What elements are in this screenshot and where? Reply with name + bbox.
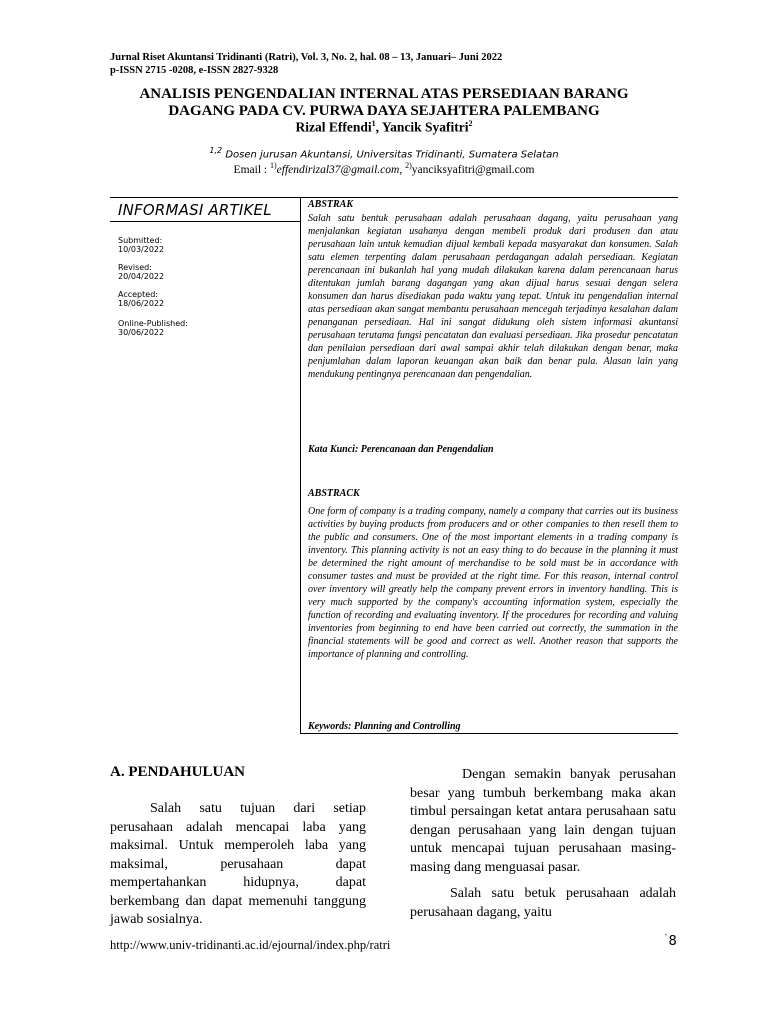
submitted-date: 10/03/2022 xyxy=(118,245,165,254)
page-number xyxy=(664,934,677,949)
author-2: Yancik Syafitri xyxy=(381,119,469,135)
submitted-label: Submitted: xyxy=(118,236,163,245)
published-label: Online-Published: xyxy=(118,319,188,328)
author-line xyxy=(100,119,668,136)
affiliation-sup: 1,2 xyxy=(209,146,223,155)
article-title-line-2: DAGANG PADA CV. PURWA DAYA SEJAHTERA PALEMBANG xyxy=(168,103,600,119)
abstrak-text: Salah satu bentuk perusahaan adalah perusahaan dagang, yaitu perusahaan yang menjalankan kegiatan usahanya dengan membeli produk dari produsen dan atau perusahaan lain untuk kemudian dijual kembali kepada masyarakat dan konsumen. Salah satu elemen terpenting dalam perusahaan perdagangan adalah persediaan. Kegiatan perencanaan ini bukanlah hal yang mudah dilakukan karena dalam perencanaan harus ditentukan jumlah barang dagangan yang akan dijual harus sesuai dengan selera konsumen dan harus disediakan pada waktu yang tepat. Untuk itu pengendalian internal atas persediaan akan sangat membantu perusahaan mencegah terjadinya kesalahan dalam penanganan persediaan. Hal ini sangat didukung oleh sistem informasi akuntansi perusahaan terutama fungsi pencatatan dan evaluasi persediaan. Jika prosedur pencatatan dan penilaian persediaan dari awal sampai akhir telah dilakukan dengan benar, maka penjumlahan dalam laporan keuangan akan baik dan benar pula. Alasan lain yang mendukung pentingnya perencanaan dan pengendalian. xyxy=(308,213,678,380)
abstract-heading: ABSTRACK xyxy=(308,488,360,499)
author-2-sup: 2 xyxy=(468,119,473,128)
accepted-date: 18/06/2022 xyxy=(118,299,165,308)
author-1-sup: 1 xyxy=(371,119,376,128)
journal-citation: Jurnal Riset Akuntansi Tridinanti (Ratri), Vol. 3, No. 2, hal. 08 – 13, Januari– Juni 2022 xyxy=(110,52,503,63)
info-divider xyxy=(300,197,301,734)
info-top-rule xyxy=(110,197,678,198)
page-tick: ` xyxy=(664,934,669,944)
intro-right-text-2: Salah satu betuk perusahaan adalah perusahaan dagang, yaitu xyxy=(410,886,676,920)
intro-paragraph-right-2 xyxy=(410,885,676,922)
section-heading: A. PENDAHULUAN xyxy=(110,764,245,780)
keywords: Keywords: Planning and Controlling xyxy=(308,721,461,732)
intro-right-text-1: Dengan semakin banyak perusahan besar yang tumbuh berkembang maka akan timbul persaingan ketat antara perusahaan satu dengan perusahaan yang lain dengan tujuan untuk mencapai tujuan perusahaan masing-masing dang menguasai pasar. xyxy=(410,767,676,875)
email-2-sup: 2) xyxy=(405,161,412,170)
author-1: Rizal Effendi xyxy=(295,119,372,135)
intro-paragraph-left xyxy=(110,800,366,930)
abstract-bottom-rule xyxy=(300,733,678,734)
published-date: 30/06/2022 xyxy=(118,328,165,337)
intro-paragraph-right-1 xyxy=(410,766,676,877)
author-separator: , xyxy=(375,119,382,135)
footer-url[interactable]: http://www.univ-tridinanti.ac.id/ejournal/index.php/ratri xyxy=(110,938,391,952)
kata-kunci: Kata Kunci: Perencanaan dan Pengendalian xyxy=(308,444,494,455)
affiliation xyxy=(100,146,668,160)
intro-left-text: Salah satu tujuan dari setiap perusahaan adalah mencapai laba yang maksimal. Untuk memperoleh laba yang maksimal, perusahaan dapat mempertahankan hidupnya, dapat berkembang dan dapat memenuhi tanggung jawab sosialnya. xyxy=(110,801,366,927)
page-number-value: 8 xyxy=(668,934,677,949)
email-label: Email : xyxy=(233,163,270,176)
email-1-sup: 1) xyxy=(269,161,277,170)
article-title-line-1: ANALISIS PENGENDALIAN INTERNAL ATAS PERSEDIAAN BARANG xyxy=(139,86,629,102)
abstrak-heading: ABSTRAK xyxy=(308,199,354,210)
article-info-heading: INFORMASI ARTIKEL xyxy=(118,201,272,219)
info-heading-rule xyxy=(110,221,300,222)
revised-date: 20/04/2022 xyxy=(118,272,165,281)
email-1[interactable]: effendirizal37@gmail.com, xyxy=(276,163,403,176)
affiliation-text: Dosen jurusan Akuntansi, Universitas Tridinanti, Sumatera Selatan xyxy=(225,149,559,161)
email-line xyxy=(100,161,668,176)
revised-label: Revised: xyxy=(118,263,152,272)
accepted-label: Accepted: xyxy=(118,290,158,299)
issn-line: p-ISSN 2715 -0208, e-ISSN 2827-9328 xyxy=(110,65,279,76)
abstract-text: One form of company is a trading company, namely a company that carries out its business activities by buying products from producers and or other companies to then resell them to the public and consumers. One of the most important elements in a trading company is inventory. This planning activity is not an easy thing to do because in the planning it must be determined the right amount of merchandise to be sold must be in accordance with consumer tastes and must be provided at the right time. For this reason, internal control over inventory will greatly help the company prevent errors in inventory handling. This is very much supported by the company's accounting information system, especially the function of recording and evaluating inventory. If the procedures for recording and valuing inventories from beginning to end have been carried out correctly, the summation in the financial statements will be good and correct as well. Another reason that supports the importance of planning and controlling. xyxy=(308,506,678,660)
email-2[interactable]: yanciksyafitri@gmail.com xyxy=(411,163,535,176)
